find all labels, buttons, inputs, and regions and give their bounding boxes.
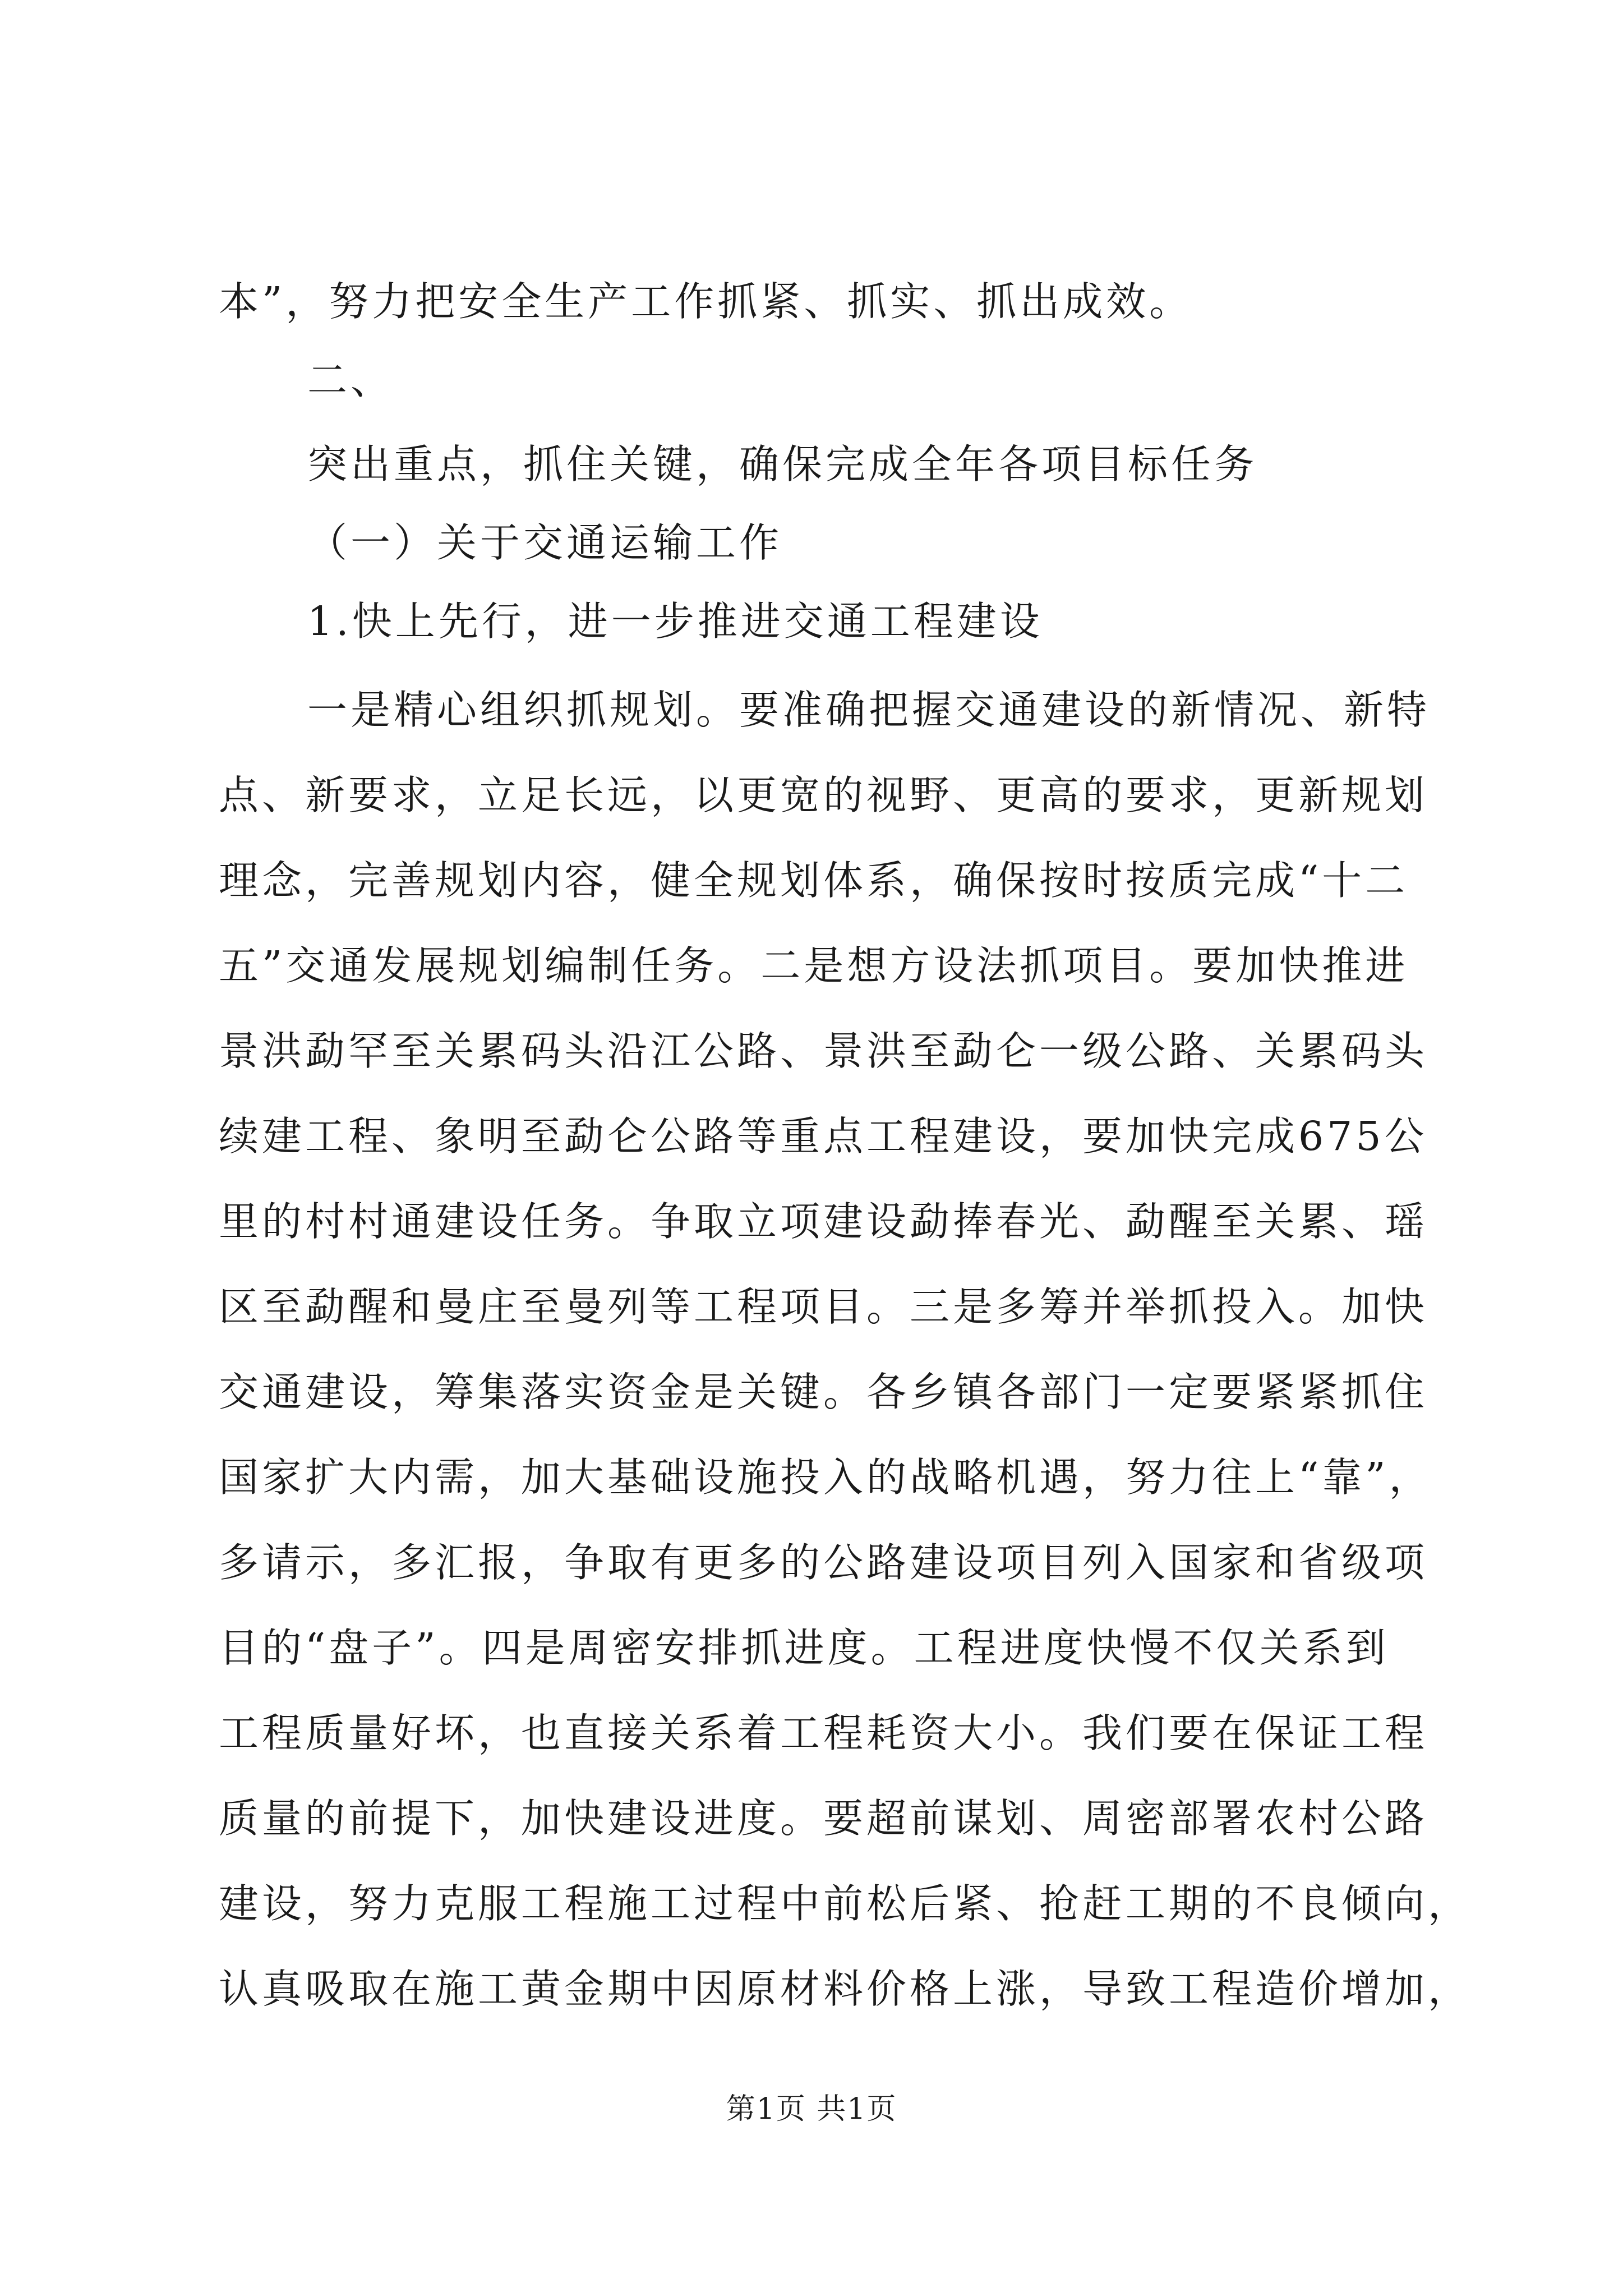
paragraph-line-2: 点、新要求，立足长远，以更宽的视野、更高的要求，更新规划 — [219, 772, 1428, 818]
page-footer: 第1页 共1页 — [726, 2092, 897, 2126]
paragraph-line-16: 认真吸取在施工黄金期中因原材料价格上涨，导致工程造价增加， — [219, 1966, 1472, 2012]
section-number: 二、 — [307, 357, 394, 403]
paragraph-line-12: 目的“盘子”。四是周密安排抓进度。工程进度快慢不仅关系到 — [219, 1625, 1389, 1671]
section-heading: 突出重点，抓住关键，确保完成全年各项目标任务 — [307, 441, 1258, 487]
text-line-1: 本”，努力把安全生产工作抓紧、抓实、抓出成效。 — [219, 278, 1193, 325]
paragraph-line-1: 一是精心组织抓规划。要准确把握交通建设的新情况、新特 — [307, 687, 1431, 733]
paragraph-line-6: 续建工程、象明至勐仑公路等重点工程建设，要加快完成675公 — [219, 1113, 1428, 1159]
item-heading: 1.快上先行，进一步推进交通工程建设 — [307, 598, 1043, 645]
paragraph-line-3: 理念，完善规划内容，健全规划体系，确保按时按质完成“十二 — [219, 857, 1409, 904]
paragraph-line-8: 区至勐醒和曼庄至曼列等工程项目。三是多筹并举抓投入。加快 — [219, 1283, 1428, 1330]
paragraph-line-5: 景洪勐罕至关累码头沿江公路、景洪至勐仑一级公路、关累码头 — [219, 1028, 1428, 1074]
paragraph-line-11: 多请示，多汇报，争取有更多的公路建设项目列入国家和省级项 — [219, 1539, 1428, 1586]
paragraph-line-13: 工程质量好坏，也直接关系着工程耗资大小。我们要在保证工程 — [219, 1710, 1428, 1756]
paragraph-line-7: 里的村村通建设任务。争取立项建设勐捧春光、勐醒至关累、瑶 — [219, 1198, 1428, 1245]
paragraph-line-4: 五”交通发展规划编制任务。二是想方设法抓项目。要加快推进 — [219, 942, 1409, 989]
paragraph-line-9: 交通建设，筹集落实资金是关键。各乡镇各部门一定要紧紧抓住 — [219, 1369, 1428, 1415]
subsection-heading: （一）关于交通运输工作 — [307, 519, 783, 566]
paragraph-line-14: 质量的前提下，加快建设进度。要超前谋划、周密部署农村公路 — [219, 1795, 1428, 1842]
paragraph-line-15: 建设，努力克服工程施工过程中前松后紧、抢赶工期的不良倾向， — [219, 1880, 1472, 1927]
paragraph-line-10: 国家扩大内需，加大基础设施投入的战略机遇，努力往上“靠”， — [219, 1454, 1432, 1501]
